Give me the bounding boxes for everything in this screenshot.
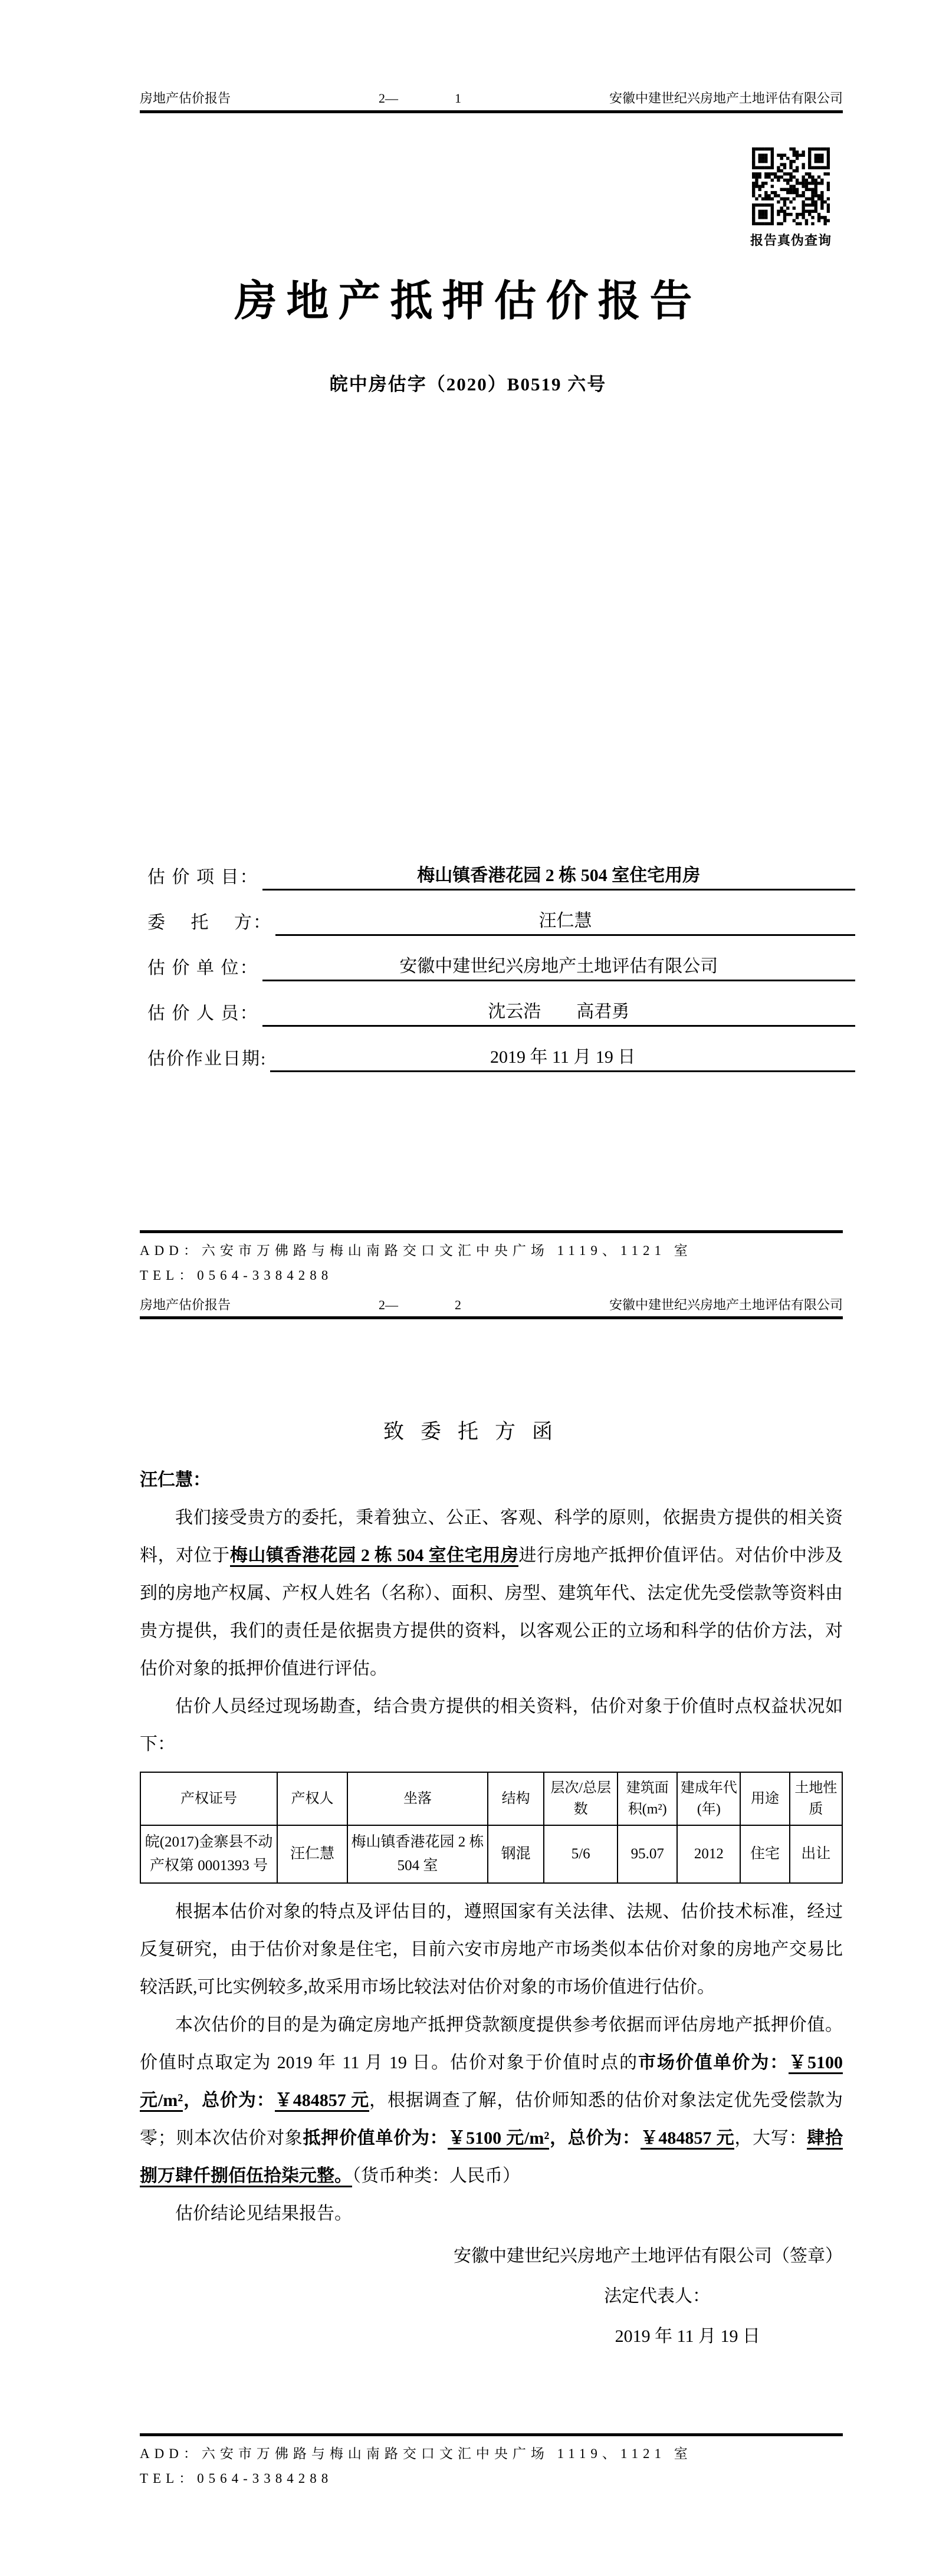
field-label: 估价作业日期: — [147, 1049, 267, 1069]
paragraph-conclusion: 估价结论见结果报告。 — [175, 2204, 352, 2223]
signature-block — [140, 2236, 843, 2357]
footer-phone: TEL：0564-3384288 — [140, 1268, 333, 1283]
qr-caption: 报告真伪查询 — [750, 233, 832, 248]
footer-rule — [140, 1230, 843, 1233]
field-value: 2019 年 11 月 19 日 — [270, 1042, 855, 1072]
running-header-company: 安徽中建世纪兴房地产土地评估有限公司 — [609, 1297, 843, 1312]
salutation: 汪仁慧： — [140, 1470, 211, 1490]
running-header-title: 房地产估价报告 — [140, 1297, 231, 1312]
field-project — [147, 856, 855, 891]
footer-address: ADD：六安市万佛路与梅山南路交口文汇中央广场 1119、1121 室 — [140, 1243, 692, 1258]
table-row — [140, 1825, 842, 1883]
field-value: 沈云浩 高君勇 — [262, 997, 856, 1027]
th-owner: 产权人 — [277, 1772, 347, 1825]
field-agency — [147, 947, 855, 981]
total-pages-marker: 2— — [379, 91, 398, 106]
field-value: 安徽中建世纪兴房地产土地评估有限公司 — [262, 951, 856, 981]
cell-floor: 5/6 — [544, 1825, 618, 1883]
cell-structure: 钢混 — [488, 1825, 544, 1883]
field-date — [147, 1038, 855, 1072]
cell-use: 住宅 — [740, 1825, 789, 1883]
paragraph-survey: 估价人员经过现场勘查，结合贵方提供的相关资料，估价对象于价值时点权益状况如下： — [140, 1697, 843, 1754]
th-land: 土地性质 — [790, 1772, 842, 1825]
cell-land: 出让 — [790, 1825, 842, 1883]
cell-area: 95.07 — [618, 1825, 677, 1883]
running-header-company: 安徽中建世纪兴房地产土地评估有限公司 — [609, 91, 843, 106]
field-label: 委 托 方： — [147, 913, 272, 932]
paragraph-method: 根据本估价对象的特点及评估目的，遵照国家有关法律、法规、估价技术标准，经过反复研究，由于估价对象是住宅，目前六安市房地产市场类似本估价对象的房地产交易比较活跃,可比实例较多,故采用市场比较法对估价对象的市场价值进行估价。 — [140, 1902, 843, 1997]
footer-rule — [140, 2433, 843, 2436]
field-label: 估 价 单 位： — [147, 958, 259, 978]
qr-block — [747, 147, 835, 249]
qr-code — [752, 147, 830, 225]
th-area: 建筑面积(m²) — [618, 1772, 677, 1825]
page1-running-header — [140, 87, 843, 107]
report-title: 房地产抵押估价报告 — [234, 278, 702, 325]
letter-body — [140, 1461, 843, 2357]
paragraph-valuation: 本次估价的目的是为确定房地产抵押贷款额度提供参考依据而评估房地产抵押价值。价值时点取定为 2019 年 11 月 19 日。估价对象于价值时点的市场价值单价为：￥5100 元/m²，总价为：￥484857 元，根据调查了解，估价师知悉的估价对象法定优先受偿款为零；则本次估价对象抵押价值单价为：￥5100 元/m²，总价为：￥484857 元，大写：肆拾捌万肆仟捌佰伍拾柒元整。（货币种类：人民币） — [140, 2006, 843, 2195]
footer-phone: TEL：0564-3384288 — [140, 2471, 333, 2486]
th-floor: 层次/总层数 — [544, 1772, 618, 1825]
th-structure: 结构 — [488, 1772, 544, 1825]
signature-company: 安徽中建世纪兴房地产土地评估有限公司（签章） — [454, 2246, 843, 2266]
page-number: 1 — [455, 91, 461, 106]
property-table — [140, 1772, 843, 1884]
running-header-title: 房地产估价报告 — [140, 91, 231, 106]
field-client — [147, 902, 855, 936]
th-location: 坐落 — [347, 1772, 488, 1825]
paragraph-intro: 我们接受贵方的委托，秉着独立、公正、客观、科学的原则，依据贵方提供的相关资料，对位于梅山镇香港花园 2 栋 504 室住宅用房进行房地产抵押价值评估。对估价中涉及到的房地产权属、产权人姓名（名称）、面积、房型、建筑年代、法定优先受偿款等资料由贵方提供，我们的责任是依据贵方提供的资料，以客观公正的立场和科学的估价方法，对估价对象的抵押价值进行评估。 — [140, 1508, 843, 1678]
cell-cert-no: 皖(2017)金寨县不动产权第 0001393 号 — [140, 1825, 277, 1883]
total-pages-marker: 2— — [379, 1297, 398, 1312]
signature-date: 2019 年 11 月 19 日 — [615, 2327, 760, 2346]
report-number: 皖中房估字（2020）B0519 六号 — [329, 374, 607, 395]
legal-representative-label: 法定代表人： — [604, 2286, 710, 2306]
th-cert-no: 产权证号 — [140, 1772, 277, 1825]
header-rule — [140, 110, 843, 113]
page-number-group — [379, 1296, 461, 1314]
th-year: 建成年代(年) — [677, 1772, 740, 1825]
table-header-row — [140, 1772, 842, 1825]
cell-owner: 汪仁慧 — [277, 1825, 347, 1883]
page-number: 2 — [455, 1297, 461, 1312]
page2-running-header — [140, 1294, 843, 1314]
footer-address: ADD：六安市万佛路与梅山南路交口文汇中央广场 1119、1121 室 — [140, 2446, 692, 2461]
cover-fields — [147, 856, 855, 1083]
field-label: 估 价 人 员： — [147, 1004, 259, 1023]
cell-year: 2012 — [677, 1825, 740, 1883]
cell-location: 梅山镇香港花园 2 栋 504 室 — [347, 1825, 488, 1883]
th-use: 用途 — [740, 1772, 789, 1825]
header-rule — [140, 1316, 843, 1319]
page-number-group — [379, 90, 461, 107]
field-appraisers — [147, 993, 855, 1027]
field-value: 汪仁慧 — [275, 906, 855, 936]
letter-heading: 致委托方函 — [383, 1420, 569, 1443]
field-value: 梅山镇香港花园 2 栋 504 室住宅用房 — [262, 860, 856, 891]
field-label: 估 价 项 目： — [147, 868, 259, 887]
